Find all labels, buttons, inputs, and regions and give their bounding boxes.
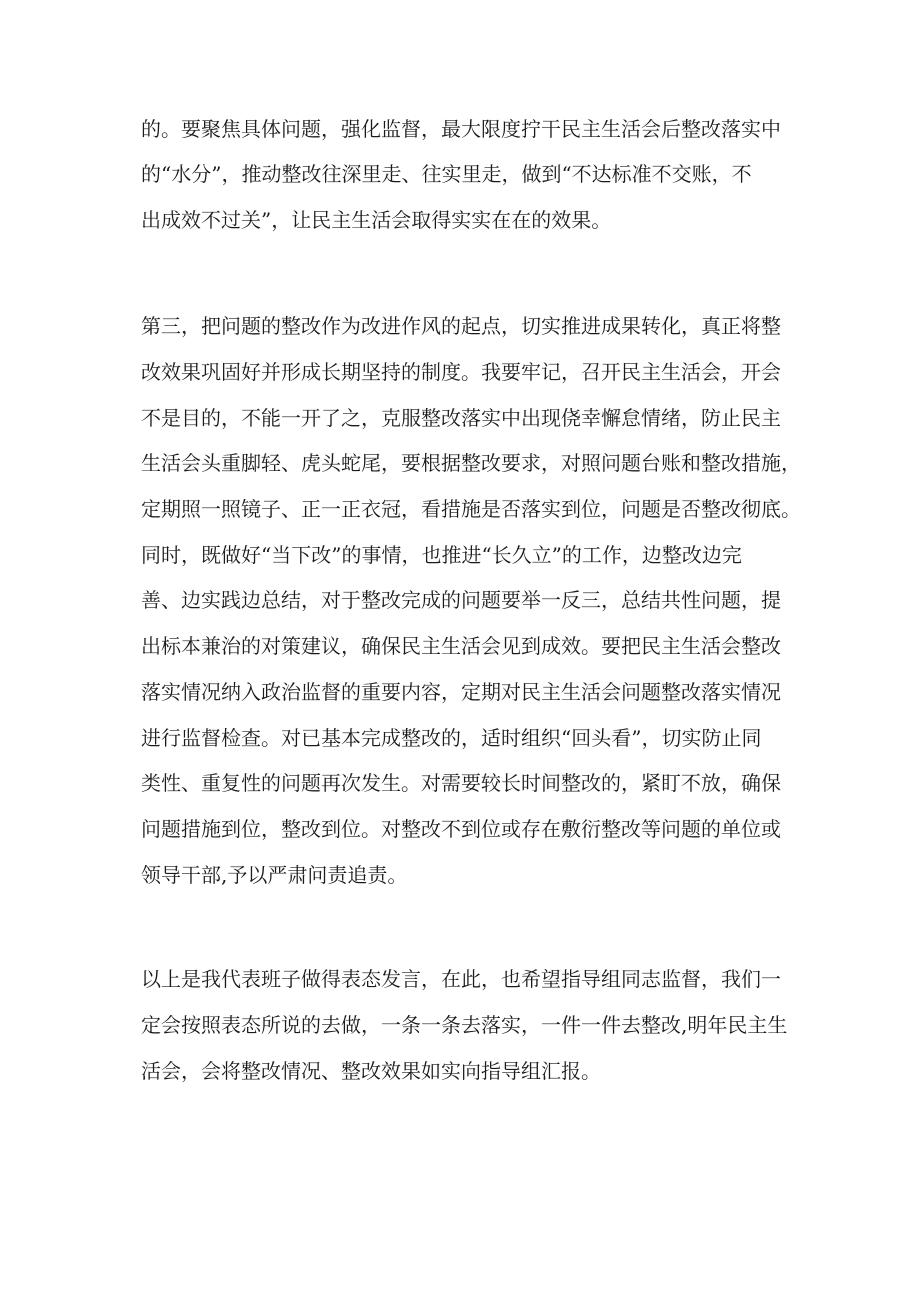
text-line: 的。要聚焦具体问题，强化监督，最大限度拧干民主生活会后整改落实中: [141, 117, 781, 141]
text-line: 不是目的，不能一开了之，克服整改落实中出现侥幸懈怠情绪，防止民主: [141, 406, 781, 430]
text-line: 定期照一照镜子、正一正衣冠，看措施是否落实到位，问题是否整改彻底。: [141, 497, 801, 521]
text-line: 善、边实践边总结，对于整改完成的问题要举一反三，总结共性问题，提: [141, 588, 781, 612]
text-line: 第三，把问题的整改作为改进作风的起点，切实推进成果转化，真正将整: [141, 314, 781, 338]
text-line: 活会，会将整改情况、整改效果如实向指导组汇报。: [141, 1059, 601, 1083]
text-line: 以上是我代表班子做得表态发言，在此，也希望指导组同志监督，我们一: [141, 967, 781, 991]
text-line: 进行监督检查。对已基本完成整改的，适时组织“回头看”，切实防止同: [141, 726, 762, 750]
text-line: 同时，既做好“当下改”的事情，也推进“长久立”的工作，边整改边完: [141, 543, 742, 567]
text-line: 的“水分”，推动整改往深里走、往实里走，做到“不达标准不交账，不: [141, 162, 752, 186]
text-line: 定会按照表态所说的去做，一条一条去落实，一件一件去整改,明年民主生: [141, 1013, 788, 1037]
text-line: 落实情况纳入政治监督的重要内容，定期对民主生活会问题整改落实情况: [141, 680, 781, 704]
text-line: 问题措施到位，整改到位。对整改不到位或存在敷衍整改等问题的单位或: [141, 817, 781, 841]
text-line: 领导干部,予以严肃问责追责。: [141, 863, 408, 887]
text-line: 出标本兼治的对策建议，确保民主生活会见到成效。要把民主生活会整改: [141, 634, 781, 658]
text-line: 改效果巩固好并形成长期坚持的制度。我要牢记，召开民主生活会，开会: [141, 360, 781, 384]
text-line: 出成效不过关”，让民主生活会取得实实在在的效果。: [141, 208, 612, 232]
text-line: 类性、重复性的问题再次发生。对需要较长时间整改的，紧盯不放，确保: [141, 771, 781, 795]
text-line: 生活会头重脚轻、虎头蛇尾，要根据整改要求，对照问题台账和整改措施，: [141, 451, 801, 475]
